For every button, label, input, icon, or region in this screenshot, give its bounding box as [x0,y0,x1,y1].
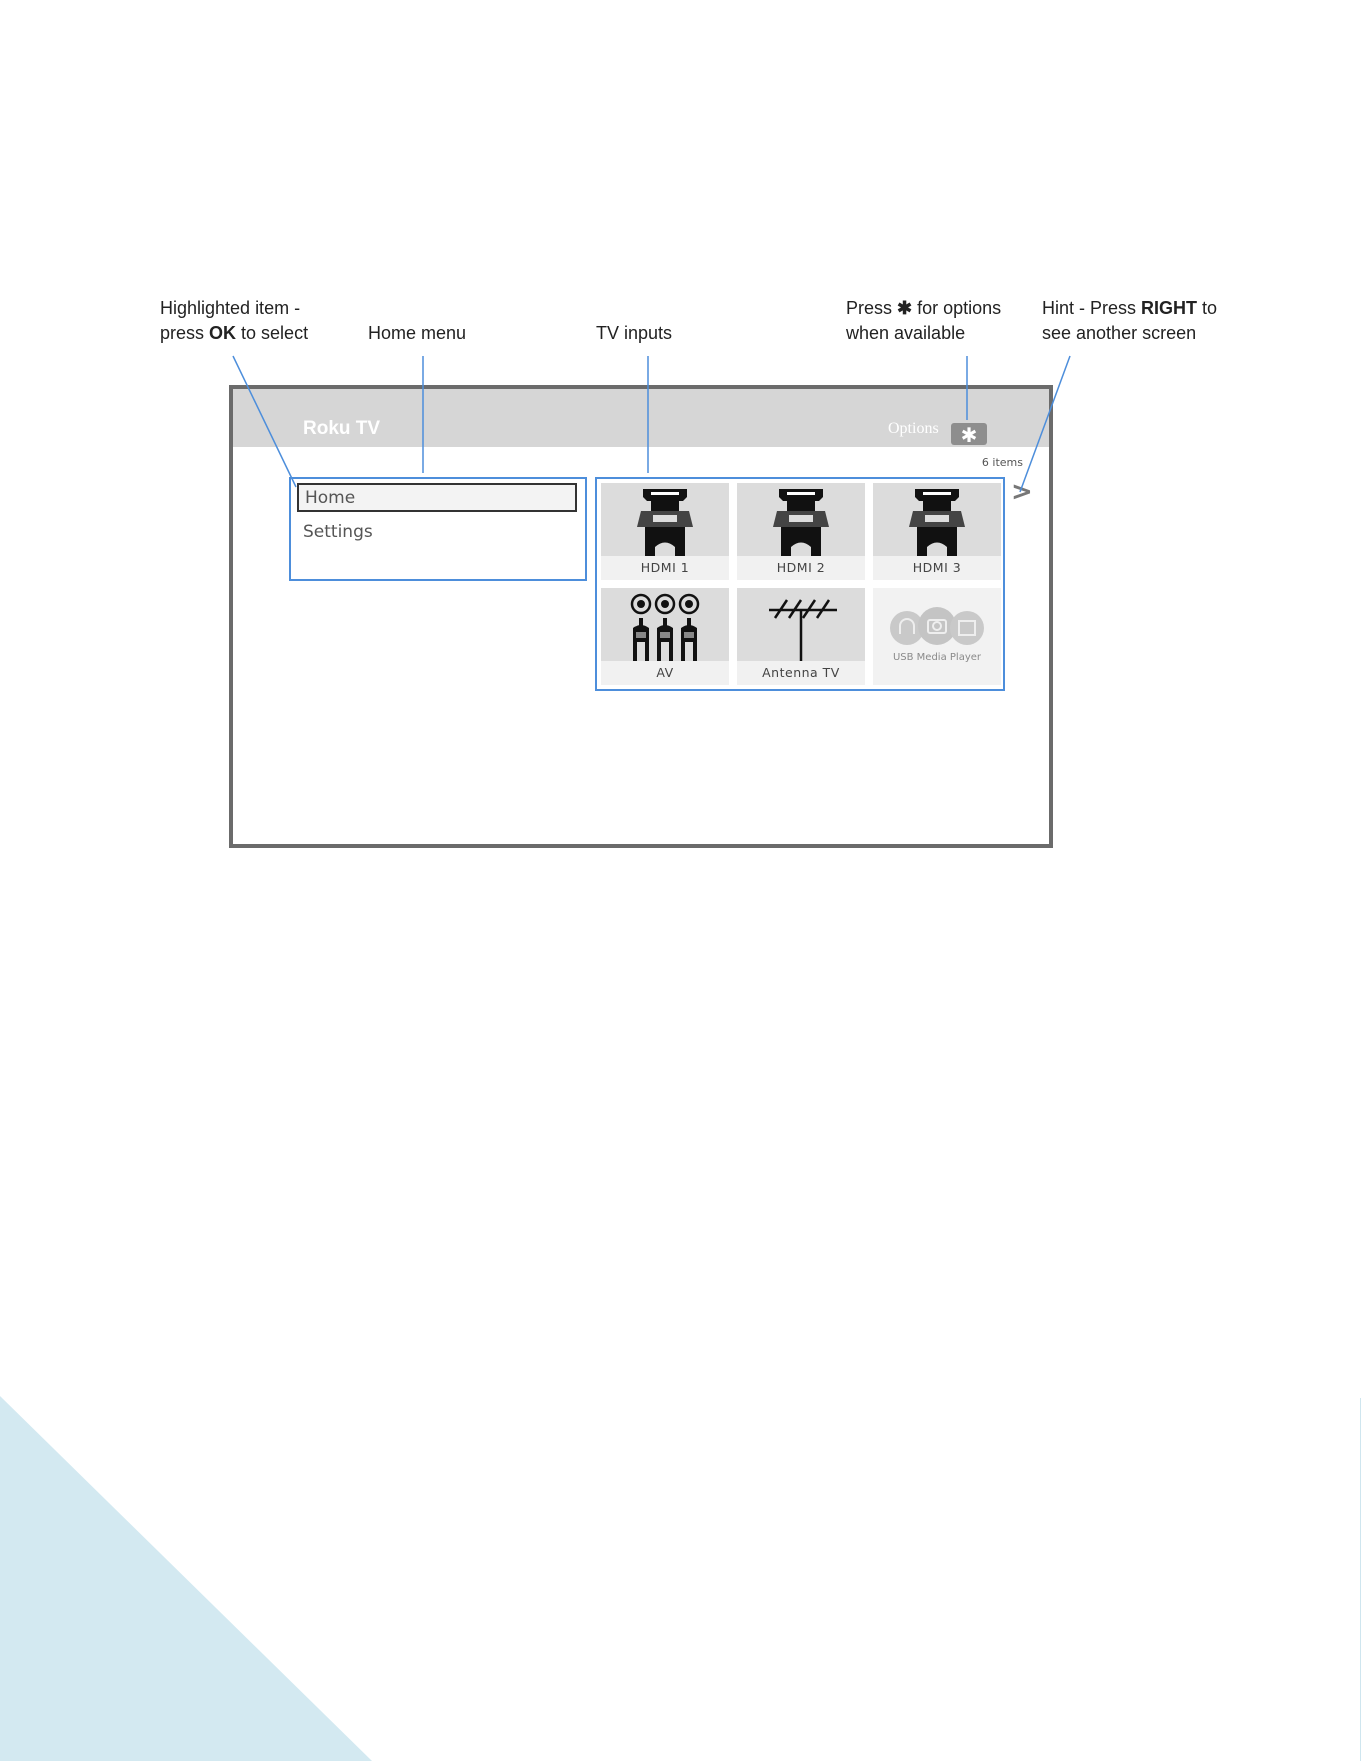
callout-options-line1: Press ✱ for options [846,298,1002,318]
input-tile-usb-media-player[interactable] [873,588,1001,685]
roku-logo: Roku TV [303,418,381,439]
input-tile-antenna-tv[interactable] [737,588,865,685]
callout-highlighted-line2: press OK to select [160,323,309,343]
antenna-icon [737,588,865,661]
input-tile-hdmi-2[interactable] [737,483,865,580]
options-star-icon[interactable]: ✱ [951,423,987,445]
menu-item-home[interactable]: Home [297,483,577,512]
hdmi-icon [737,483,865,556]
callout-hint [1042,296,1217,346]
callout-options [846,296,1001,346]
callout-highlighted-item [160,296,308,346]
next-screen-arrow-icon[interactable]: > [1011,477,1033,507]
input-label-antenna-tv: Antenna TV [737,661,865,685]
home-menu [289,477,587,581]
usb-media-icon [873,588,1001,661]
input-tile-av[interactable] [601,588,729,685]
input-label-av: AV [601,661,729,685]
tv-screen [229,385,1053,848]
input-label-hdmi-2: HDMI 2 [737,556,865,580]
tv-header [233,389,1049,447]
callout-home-menu: Home menu [368,323,467,343]
options-label: Options [888,420,939,437]
hdmi-icon [601,483,729,556]
item-count: 6 items [981,456,1023,469]
menu-item-settings[interactable]: Settings [303,522,373,542]
tv-inputs-grid [595,477,1005,691]
callout-hint-line1: Hint - Press RIGHT to [1042,298,1218,318]
callout-hint-line2: see another screen [1042,323,1197,343]
hdmi-icon [873,483,1001,556]
input-tile-hdmi-3[interactable] [873,483,1001,580]
av-icon [601,588,729,661]
callout-highlighted-line1: Highlighted item - [160,298,301,318]
input-label-hdmi-3: HDMI 3 [873,556,1001,580]
input-label-hdmi-1: HDMI 1 [601,556,729,580]
input-label-usb-media-player: USB Media Player [892,652,982,663]
callout-tv-inputs: TV inputs [596,323,673,343]
callout-options-line2: when available [846,323,966,343]
decorative-corner-triangle [0,1396,372,1761]
input-tile-hdmi-1[interactable] [601,483,729,580]
